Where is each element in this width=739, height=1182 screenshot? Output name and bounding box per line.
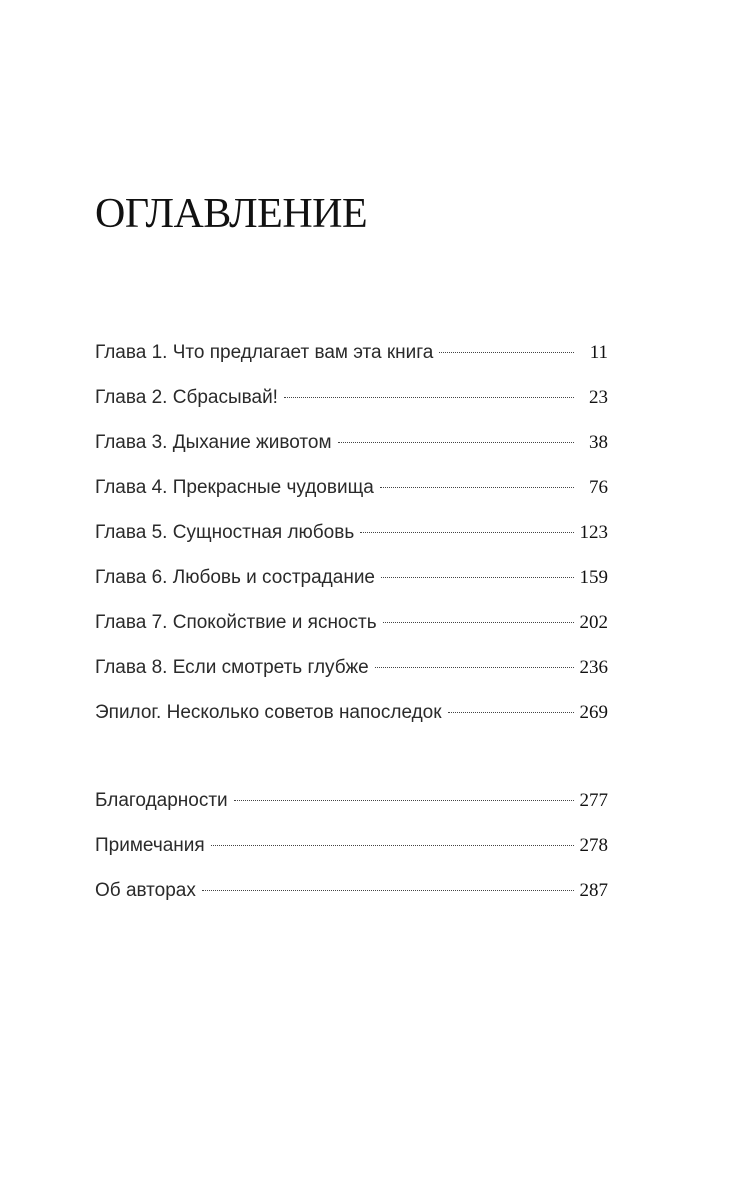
toc-entry[interactable] [95, 608, 608, 653]
page-title: ОГЛАВЛЕНИЕ [95, 191, 368, 237]
dot-leader [338, 442, 574, 443]
toc-entry-label: Глава 7. Спокойствие и ясность [95, 612, 377, 633]
toc-entry-label: Глава 3. Дыхание животом [95, 432, 332, 453]
toc-entry[interactable] [95, 563, 608, 608]
toc-entry-page: 287 [579, 880, 608, 901]
dot-leader [383, 622, 574, 623]
toc-entry-page: 269 [579, 702, 608, 723]
toc-entry-page: 23 [589, 387, 608, 408]
toc-entry-label: Глава 6. Любовь и сострадание [95, 567, 375, 588]
toc-entry-label: Глава 4. Прекрасные чудовища [95, 477, 374, 498]
toc-entry-label: Благодарности [95, 790, 228, 811]
dot-leader [284, 397, 574, 398]
toc-entry-page: 277 [579, 790, 608, 811]
toc-entry[interactable] [95, 518, 608, 563]
dot-leader [234, 800, 574, 801]
toc-entry[interactable] [95, 831, 608, 876]
toc-entry-label: Об авторах [95, 880, 196, 901]
toc-entry-label: Глава 1. Что предлагает вам эта книга [95, 342, 434, 363]
toc-entry[interactable] [95, 653, 608, 698]
dot-leader [448, 712, 574, 713]
toc-entry-page: 278 [579, 835, 608, 856]
dot-leader [375, 667, 574, 668]
toc-entry[interactable] [95, 876, 608, 921]
toc-entry-page: 202 [579, 612, 608, 633]
dot-leader [211, 845, 574, 846]
toc-entry[interactable] [95, 786, 608, 831]
toc-entry[interactable] [95, 338, 608, 383]
toc-entry-page: 11 [589, 342, 608, 363]
toc-entry[interactable] [95, 473, 608, 518]
dot-leader [439, 352, 574, 353]
toc-entry[interactable] [95, 428, 608, 473]
toc-entry-page: 236 [579, 657, 608, 678]
toc-entry[interactable] [95, 698, 608, 743]
toc-entry[interactable] [95, 383, 608, 428]
toc-entry-label: Эпилог. Несколько советов напоследок [95, 702, 442, 723]
dot-leader [202, 890, 574, 891]
back-matter-list [95, 786, 608, 921]
dot-leader [360, 532, 573, 533]
toc-entry-page: 38 [589, 432, 608, 453]
toc-entry-label: Примечания [95, 835, 205, 856]
toc-entry-label: Глава 8. Если смотреть глубже [95, 657, 369, 678]
toc-entry-page: 159 [579, 567, 608, 588]
chapter-list [95, 338, 608, 743]
toc-entry-page: 76 [589, 477, 608, 498]
toc-entry-label: Глава 5. Сущностная любовь [95, 522, 355, 543]
dot-leader [380, 487, 574, 488]
dot-leader [381, 577, 574, 578]
toc-entry-label: Глава 2. Сбрасывай! [95, 387, 278, 408]
toc-entry-page: 123 [579, 522, 608, 543]
